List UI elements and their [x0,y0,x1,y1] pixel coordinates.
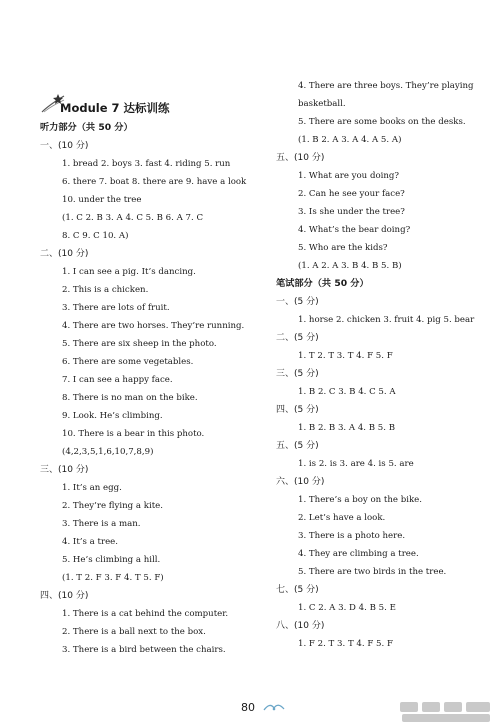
left-line: 2. There is a ball next to the box. [62,627,206,637]
left-line: 1. There is a cat behind the computer. [62,609,229,619]
right-line: 5. There are some books on the desks. [298,117,466,127]
right-line: 五、(5 分) [276,441,319,451]
left-line: 三、(10 分) [40,465,89,475]
left-line: 3. There is a man. [62,519,141,529]
right-line: 4. There are three boys. They’re playing [298,81,474,91]
right-line: 1. F 2. T 3. T 4. F 5. F [298,639,393,649]
left-line: 6. there 7. boat 8. there are 9. have a look [62,177,247,187]
right-line: (1. B 2. A 3. A 4. A 5. A) [298,135,402,145]
page-number: 80 [241,701,255,714]
right-line: 1. There’s a boy on the bike. [298,495,422,505]
right-line: 3. Is she under the tree? [298,207,405,217]
left-line: 4. It’s a tree. [62,537,118,547]
right-line: 一、(5 分) [276,297,319,307]
left-line: 2. They’re flying a kite. [62,501,163,511]
right-line: 笔试部分（共 50 分） [276,278,369,289]
bird-decoration-icon [262,700,286,714]
left-line: 听力部分（共 50 分） [40,122,133,133]
right-line: 3. There is a photo here. [298,531,406,541]
right-line: 四、(5 分) [276,405,319,415]
left-line: 1. It’s an egg. [62,483,122,493]
left-line: 1. I can see a pig. It’s dancing. [62,267,196,277]
right-line: (1. A 2. A 3. B 4. B 5. B) [298,261,402,271]
left-line: 5. There are six sheep in the photo. [62,339,217,349]
right-line: 1. B 2. B 3. A 4. B 5. B [298,423,396,433]
left-line: 一、(10 分) [40,141,89,151]
right-line: 1. What are you doing? [298,171,400,181]
left-line: 3. There are lots of fruit. [62,303,170,313]
right-line: 4. What’s the bear doing? [298,225,411,235]
right-line: 2. Let’s have a look. [298,513,386,523]
left-line: 5. He’s climbing a hill. [62,555,161,565]
right-line: 1. T 2. T 3. T 4. F 5. F [298,351,393,361]
left-line: 4. There are two horses. They’re running. [62,321,245,331]
left-line: 6. There are some vegetables. [62,357,194,367]
right-line: 六、(10 分) [276,477,325,487]
right-line: 1. horse 2. chicken 3. fruit 4. pig 5. bear [298,315,475,325]
right-line: 1. B 2. C 3. B 4. C 5. A [298,387,396,397]
left-line: 8. C 9. C 10. A) [62,231,129,241]
watermark-logo [398,700,494,724]
left-line: 9. Look. He’s climbing. [62,411,163,421]
left-line: 3. There is a bird between the chairs. [62,645,226,655]
right-line: 2. Can he see your face? [298,189,405,199]
right-line: 五、(10 分) [276,153,325,163]
right-line: 5. Who are the kids? [298,243,388,253]
left-line: 10. There is a bear in this photo. [62,429,205,439]
right-line: 1. C 2. A 3. D 4. B 5. E [298,603,396,613]
right-line: 4. They are climbing a tree. [298,549,419,559]
left-line: 8. There is no man on the bike. [62,393,198,403]
left-line: 四、(10 分) [40,591,89,601]
left-line: 7. I can see a happy face. [62,375,173,385]
left-line: 2. This is a chicken. [62,285,149,295]
right-line: 三、(5 分) [276,369,319,379]
left-line: (1. T 2. F 3. F 4. T 5. F) [62,573,164,583]
left-line: (1. C 2. B 3. A 4. C 5. B 6. A 7. C [62,213,204,223]
right-line: 七、(5 分) [276,585,319,595]
right-line: 八、(10 分) [276,621,325,631]
module-title: Module 7 达标训练 [60,101,170,115]
left-line: 1. bread 2. boys 3. fast 4. riding 5. run [62,159,231,169]
right-line: 二、(5 分) [276,333,319,343]
left-line: 二、(10 分) [40,249,89,259]
right-line: 1. is 2. is 3. are 4. is 5. are [298,459,414,469]
left-line: (4,2,3,5,1,6,10,7,8,9) [62,447,154,457]
left-line: 10. under the tree [62,195,142,205]
right-line: basketball. [298,99,346,109]
right-line: 5. There are two birds in the tree. [298,567,447,577]
